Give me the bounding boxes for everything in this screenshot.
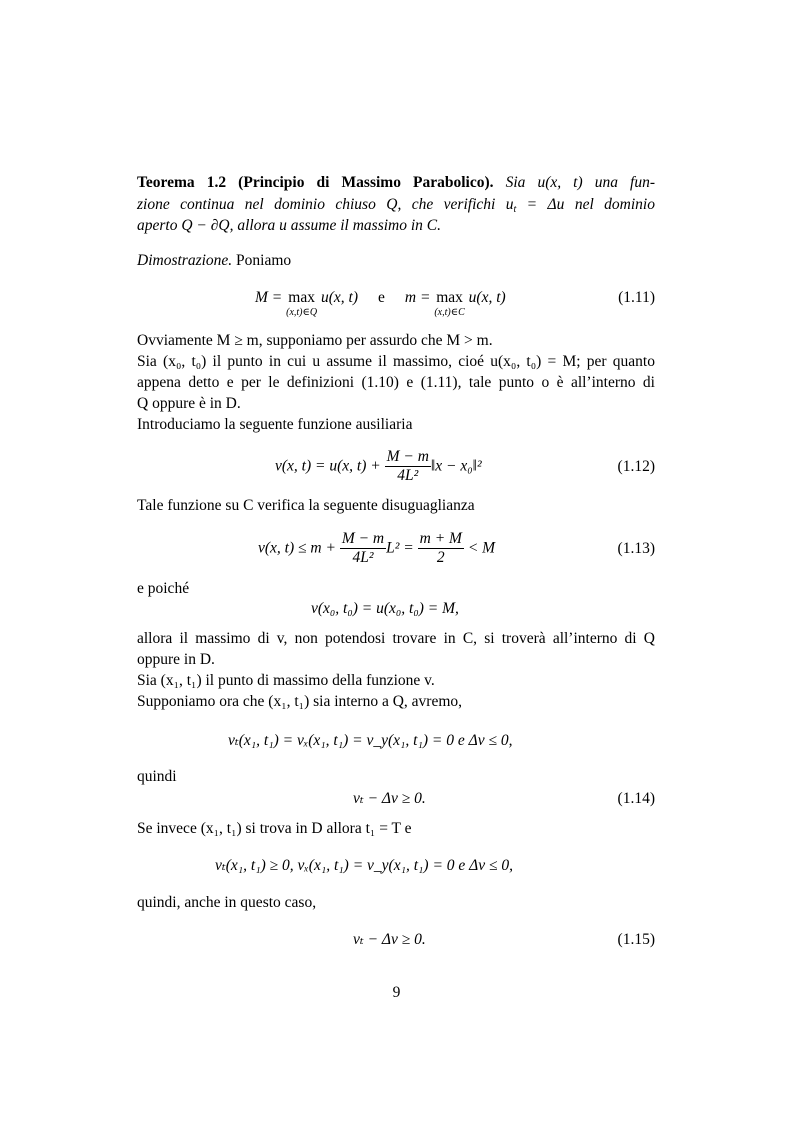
eq-1-11-left-max	[286, 288, 317, 318]
eq-1-11-left-rhs: u(x, t)	[317, 289, 359, 306]
eq-1-13-mid: L² =	[386, 539, 418, 557]
theorem-line-1	[137, 173, 655, 193]
equation-poiche: v(x₀, t₀) = u(x₀, t₀) = M,	[311, 600, 459, 617]
eq-1-12-fraction	[385, 448, 431, 485]
equation-1-12	[275, 448, 482, 485]
eq-1-13-numerator-1: M − m	[341, 530, 385, 547]
para4-line-1: allora il massimo di v, non potendosi trovare in C, si troverà all’interno di Q	[137, 630, 655, 647]
para1-line-4: Q oppure è in D.	[137, 395, 241, 412]
eq-1-13-rhs: < M	[463, 539, 496, 557]
equation-number-1-13: (1.13)	[617, 540, 655, 557]
equation-1-15: vₜ − Δv ≥ 0.	[353, 931, 426, 948]
equation-number-1-15: (1.15)	[617, 931, 655, 948]
para3-line-1: e poiché	[137, 580, 190, 597]
para4-line-4: Supponiamo ora che (x₁, t₁) sia interno a Q, avremo,	[137, 693, 463, 710]
proof-intro	[137, 251, 291, 271]
equation-1-13	[258, 530, 495, 567]
theorem-line-3: aperto Q − ∂Q, allora u assume il massimo in C.	[137, 217, 442, 234]
proof-label: Dimostrazione.	[137, 252, 233, 269]
eq-1-12-rhs: ‖x − x₀‖²	[430, 457, 482, 475]
theorem-text-2-sub: t	[513, 204, 517, 215]
eq-1-13-denominator-2: 2	[418, 548, 464, 567]
para1-line-2: Sia (x₀, t₀) il punto in cui u assume il massimo, cioé u(x₀, t₀) = M; per quanto	[137, 353, 655, 370]
eq-1-11-right-lhs: m =	[404, 289, 435, 306]
eq-1-11-left-lhs: M =	[255, 289, 287, 306]
equation-1-11	[255, 288, 506, 318]
eq-1-11-left-op: max	[288, 289, 315, 306]
para1-line-3: appena detto e per le definizioni (1.10) e (1.11), tale punto o è all’interno di	[137, 374, 655, 391]
theorem-text-2-end: = Δu nel dominio	[516, 196, 655, 213]
eq-1-13-lhs: v(x, t) ≤ m +	[258, 539, 340, 557]
equation-number-1-12: (1.12)	[617, 458, 655, 475]
eq-1-13-fraction-2	[418, 530, 464, 567]
proof-intro-text: Poniamo	[232, 252, 292, 269]
eq-1-13-fraction-1	[340, 530, 386, 567]
page-number: 9	[392, 984, 401, 1001]
eq-1-11-right-max	[434, 288, 464, 318]
eq-1-12-numerator: M − m	[386, 448, 429, 465]
eq-1-11-left-limit: (x,t)∈Q	[286, 307, 318, 318]
para2-line-1: Tale funzione su C verifica la seguente disuguaglianza	[137, 497, 475, 514]
theorem-text-2: zione continua nel dominio chiuso Q, che verifichi u	[137, 196, 514, 213]
equation-interno: vₜ(x₁, t₁) = vₓ(x₁, t₁) = v_y(x₁, t₁) = 0 e Δv ≤ 0,	[228, 732, 513, 749]
eq-1-11-connector: e	[378, 289, 385, 306]
theorem-label: Teorema 1.2 (Principio di Massimo Parabolico).	[137, 174, 494, 191]
equation-number-1-11: (1.11)	[618, 289, 655, 306]
eq-1-12-lhs: v(x, t) = u(x, t) +	[275, 457, 385, 475]
equation-1-14: vₜ − Δv ≥ 0.	[353, 790, 426, 807]
para6-line-1: Se invece (x₁, t₁) si trova in D allora t₁ = T e	[137, 820, 412, 837]
equation-number-1-14: (1.14)	[617, 790, 655, 807]
theorem-line-2	[137, 195, 655, 215]
para1-line-1: Ovviamente M ≥ m, supponiamo per assurdo che M > m.	[137, 332, 493, 349]
theorem-text-1: Sia u(x, t) una fun-	[505, 174, 655, 191]
eq-1-13-denominator-1: 4L²	[340, 548, 386, 567]
para5-line-1: quindi	[137, 768, 177, 785]
para4-line-2: oppure in D.	[137, 651, 215, 668]
para4-line-3: Sia (x₁, t₁) il punto di massimo della funzione v.	[137, 672, 435, 689]
eq-1-12-denominator: 4L²	[385, 466, 431, 485]
para7-line-1: quindi, anche in questo caso,	[137, 894, 317, 911]
eq-1-11-right-op: max	[436, 289, 463, 306]
equation-bordo: vₜ(x₁, t₁) ≥ 0, vₓ(x₁, t₁) = v_y(x₁, t₁) = 0 e Δv ≤ 0,	[215, 857, 514, 874]
eq-1-13-numerator-2: m + M	[419, 530, 462, 547]
para1-line-5: Introduciamo la seguente funzione ausiliaria	[137, 416, 413, 433]
eq-1-11-right-rhs: u(x, t)	[464, 289, 506, 306]
eq-1-11-right-limit: (x,t)∈C	[434, 307, 465, 318]
